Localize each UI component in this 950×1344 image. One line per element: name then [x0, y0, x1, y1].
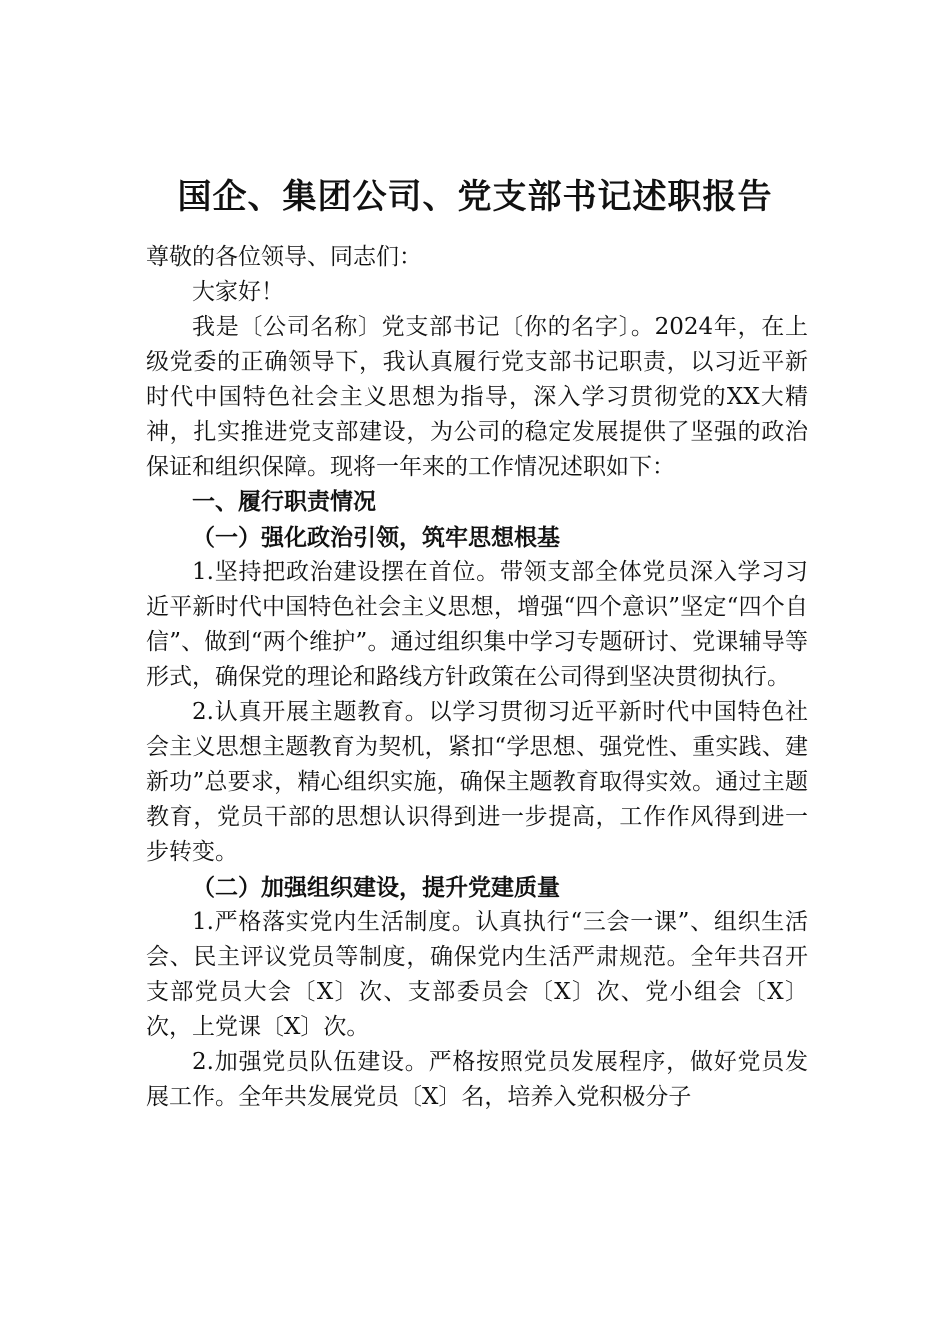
- subsection-heading-1: （一）强化政治引领，筑牢思想根基: [192, 524, 560, 551]
- paragraph-theme-education: 2.认真开展主题教育。以学习贯彻习近平新时代中国特色社会主义思想主题教育为契机，紧扣“学思想、强党性、重实践、建新功”总要求，精心组织实施，确保主题教育取得实效。通过主题教育，党员干部的思想认识得到进一步提高，工作作风得到进一步转变。: [146, 699, 808, 865]
- paragraph-member-team: 2.加强党员队伍建设。严格按照党员发展程序，做好党员发展工作。全年共发展党员〔X〕名，培养入党积极分子: [146, 1049, 808, 1110]
- subsection-heading-2: （二）加强组织建设，提升党建质量: [192, 874, 560, 901]
- section-heading-1: 一、履行职责情况: [192, 489, 376, 515]
- document-body: [146, 240, 808, 1115]
- intro-paragraph: 我是〔公司名称〕党支部书记〔你的名字〕。2024年，在上级党委的正确领导下，我认真履行党支部书记职责，以习近平新时代中国特色社会主义思想为指导，深入学习贯彻党的XX大精神，扎实推进党支部建设，为公司的稳定发展提供了坚强的政治保证和组织保障。现将一年来的工作情况述职如下：: [146, 314, 808, 480]
- paragraph-party-life: 1.严格落实党内生活制度。认真执行“三会一课”、组织生活会、民主评议党员等制度，确保党内生活严肃规范。全年共召开支部党员大会〔X〕次、支部委员会〔X〕次、党小组会〔X〕次，上党课〔X〕次。: [146, 909, 808, 1040]
- salutation: 尊敬的各位领导、同志们：: [146, 244, 422, 270]
- document-title: 国企、集团公司、党支部书记述职报告: [177, 177, 773, 217]
- paragraph-political-building: 1.坚持把政治建设摆在首位。带领支部全体党员深入学习习近平新时代中国特色社会主义思想，增强“四个意识”坚定“四个自信”、做到“两个维护”。通过组织集中学习专题研讨、党课辅导等形式，确保党的理论和路线方针政策在公司得到坚决贯彻执行。: [146, 559, 808, 690]
- greeting: 大家好！: [192, 279, 284, 305]
